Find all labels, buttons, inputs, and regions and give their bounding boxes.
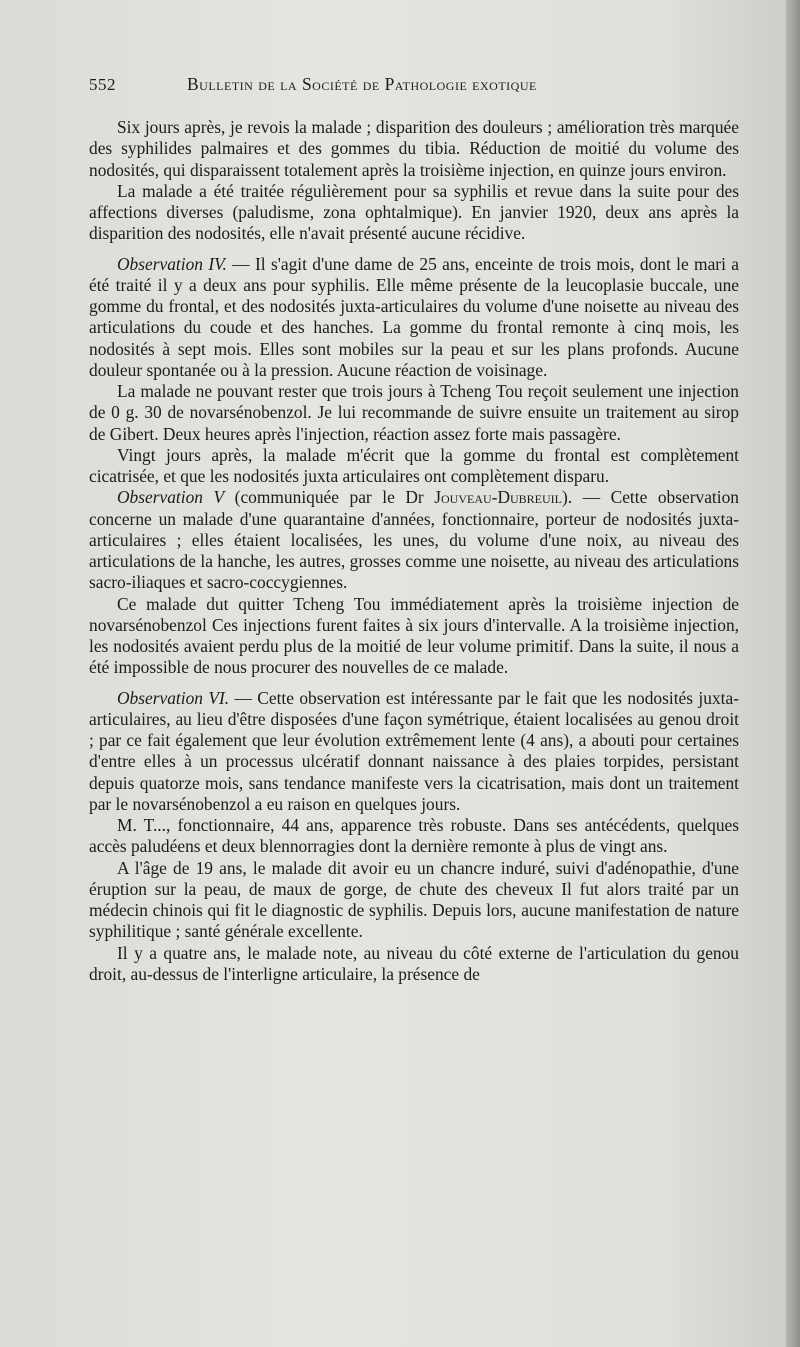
author-name: Jouveau-Dubreuil [434, 487, 563, 508]
article-body [89, 117, 739, 985]
page-number: 552 [89, 75, 116, 94]
paragraph: Vingt jours après, la malade m'écrit que la gomme du frontal est complètement cicatrisée, et que les nodosités juxta articulaires ont complètement disparu. [89, 444, 739, 486]
observation-heading: Observation IV. [117, 253, 227, 274]
paragraph: Six jours après, je revois la malade ; disparition des douleurs ; amélioration très marquée des syphilides palmaires et des gommes du tibia. Réduction de moitié du volume des nodosités, qui disparaissent totalement après la troisième injection, en quinze jours environ. [89, 117, 739, 180]
paragraph: M. T..., fonctionnaire, 44 ans, apparence très robuste. Dans ses antécédents, quelques accès paludéens et deux blennorragies dont la dernière remonte à plus de vingt ans. [89, 815, 739, 857]
running-header [89, 74, 669, 95]
page-edge-shadow [786, 0, 800, 1347]
journal-title: Bulletin de la Société de Pathologie exotique [187, 74, 537, 94]
observation-vi-paragraph: Observation VI. — Cette observation est intéressante par le fait que les nodosités juxta-articulaires, au lieu d'être disposées d'une façon symétrique, étaient localisées au genou droit ; par ce fait également que leur évolution extrêmement lente (4 ans), a abouti pour certaines d'entre elles à un processus ulcératif donnant naissance à des plaies torpides, persistant depuis quatorze mois, sans tendance manifeste vers la cicatrisation, mais dont un traitement par le novarsénobenzol a eu raison en quelques jours. [89, 687, 739, 814]
paragraph: Il y a quatre ans, le malade note, au niveau du côté externe de l'articulation du genou droit, au-dessus de l'interligne articulaire, la présence de [89, 942, 739, 984]
paragraph: Ce malade dut quitter Tcheng Tou immédiatement après la troisième injection de novarsénobenzol Ces injections furent faites à six jours d'intervalle. A la troisième injection, les nodosités avaient perdu plus de la moitié de leur volume primitif. Dans la suite, il nous a été impossible de nous procurer des nouvelles de ce malade. [89, 593, 739, 678]
observation-iv-paragraph: Observation IV. — Il s'agit d'une dame de 25 ans, enceinte de trois mois, dont le mari a été traité il y a deux ans pour syphilis. Elle même présente de la leucoplasie buccale, une gomme du frontal, et des nodosités juxta-articulaires du volume d'une noisette au niveau des articulations du coude et des hanches. La gomme du frontal remonte à cinq mois, les nodosités à sept mois. Elles sont mobiles sur la peau et sur les plans profonds. Aucune douleur spontanée ou à la pression. Aucune réaction de voisinage. [89, 253, 739, 380]
observation-v-paragraph: Observation V (communiquée par le Dr Jouveau-Dubreuil). — Cette observation concerne un malade d'une quarantaine d'années, fonctionnaire, porteur de nodosités juxta-articulaires ; elles étaient localisées, les unes, du volume d'une noix, au niveau des articulations de la hanche, les autres, grosses comme une noisette, au niveau des articulations sacro-iliaques et sacro-coccygiennes. [89, 487, 739, 593]
observation-heading: Observation V [117, 487, 225, 508]
observation-heading: Observation VI. [117, 687, 230, 708]
paragraph: A l'âge de 19 ans, le malade dit avoir eu un chancre induré, suivi d'adénopathie, d'une éruption sur la peau, de maux de gorge, de chute des cheveux Il fut alors traité par un médecin chinois qui fit le diagnostic de syphilis. Depuis lors, aucune manifestation de nature syphilitique ; santé générale excellente. [89, 857, 739, 942]
paragraph: La malade ne pouvant rester que trois jours à Tcheng Tou reçoit seulement une injection de 0 g. 30 de novarsénobenzol. Je lui recommande de suivre ensuite un traitement au sirop de Gibert. Deux heures après l'injection, réaction assez forte mais passagère. [89, 381, 739, 444]
paragraph: La malade a été traitée régulièrement pour sa syphilis et revue dans la suite pour des affections diverses (paludisme, zona ophtalmique). En janvier 1920, deux ans après la disparition des nodosités, elle n'avait présenté aucune récidive. [89, 180, 739, 244]
